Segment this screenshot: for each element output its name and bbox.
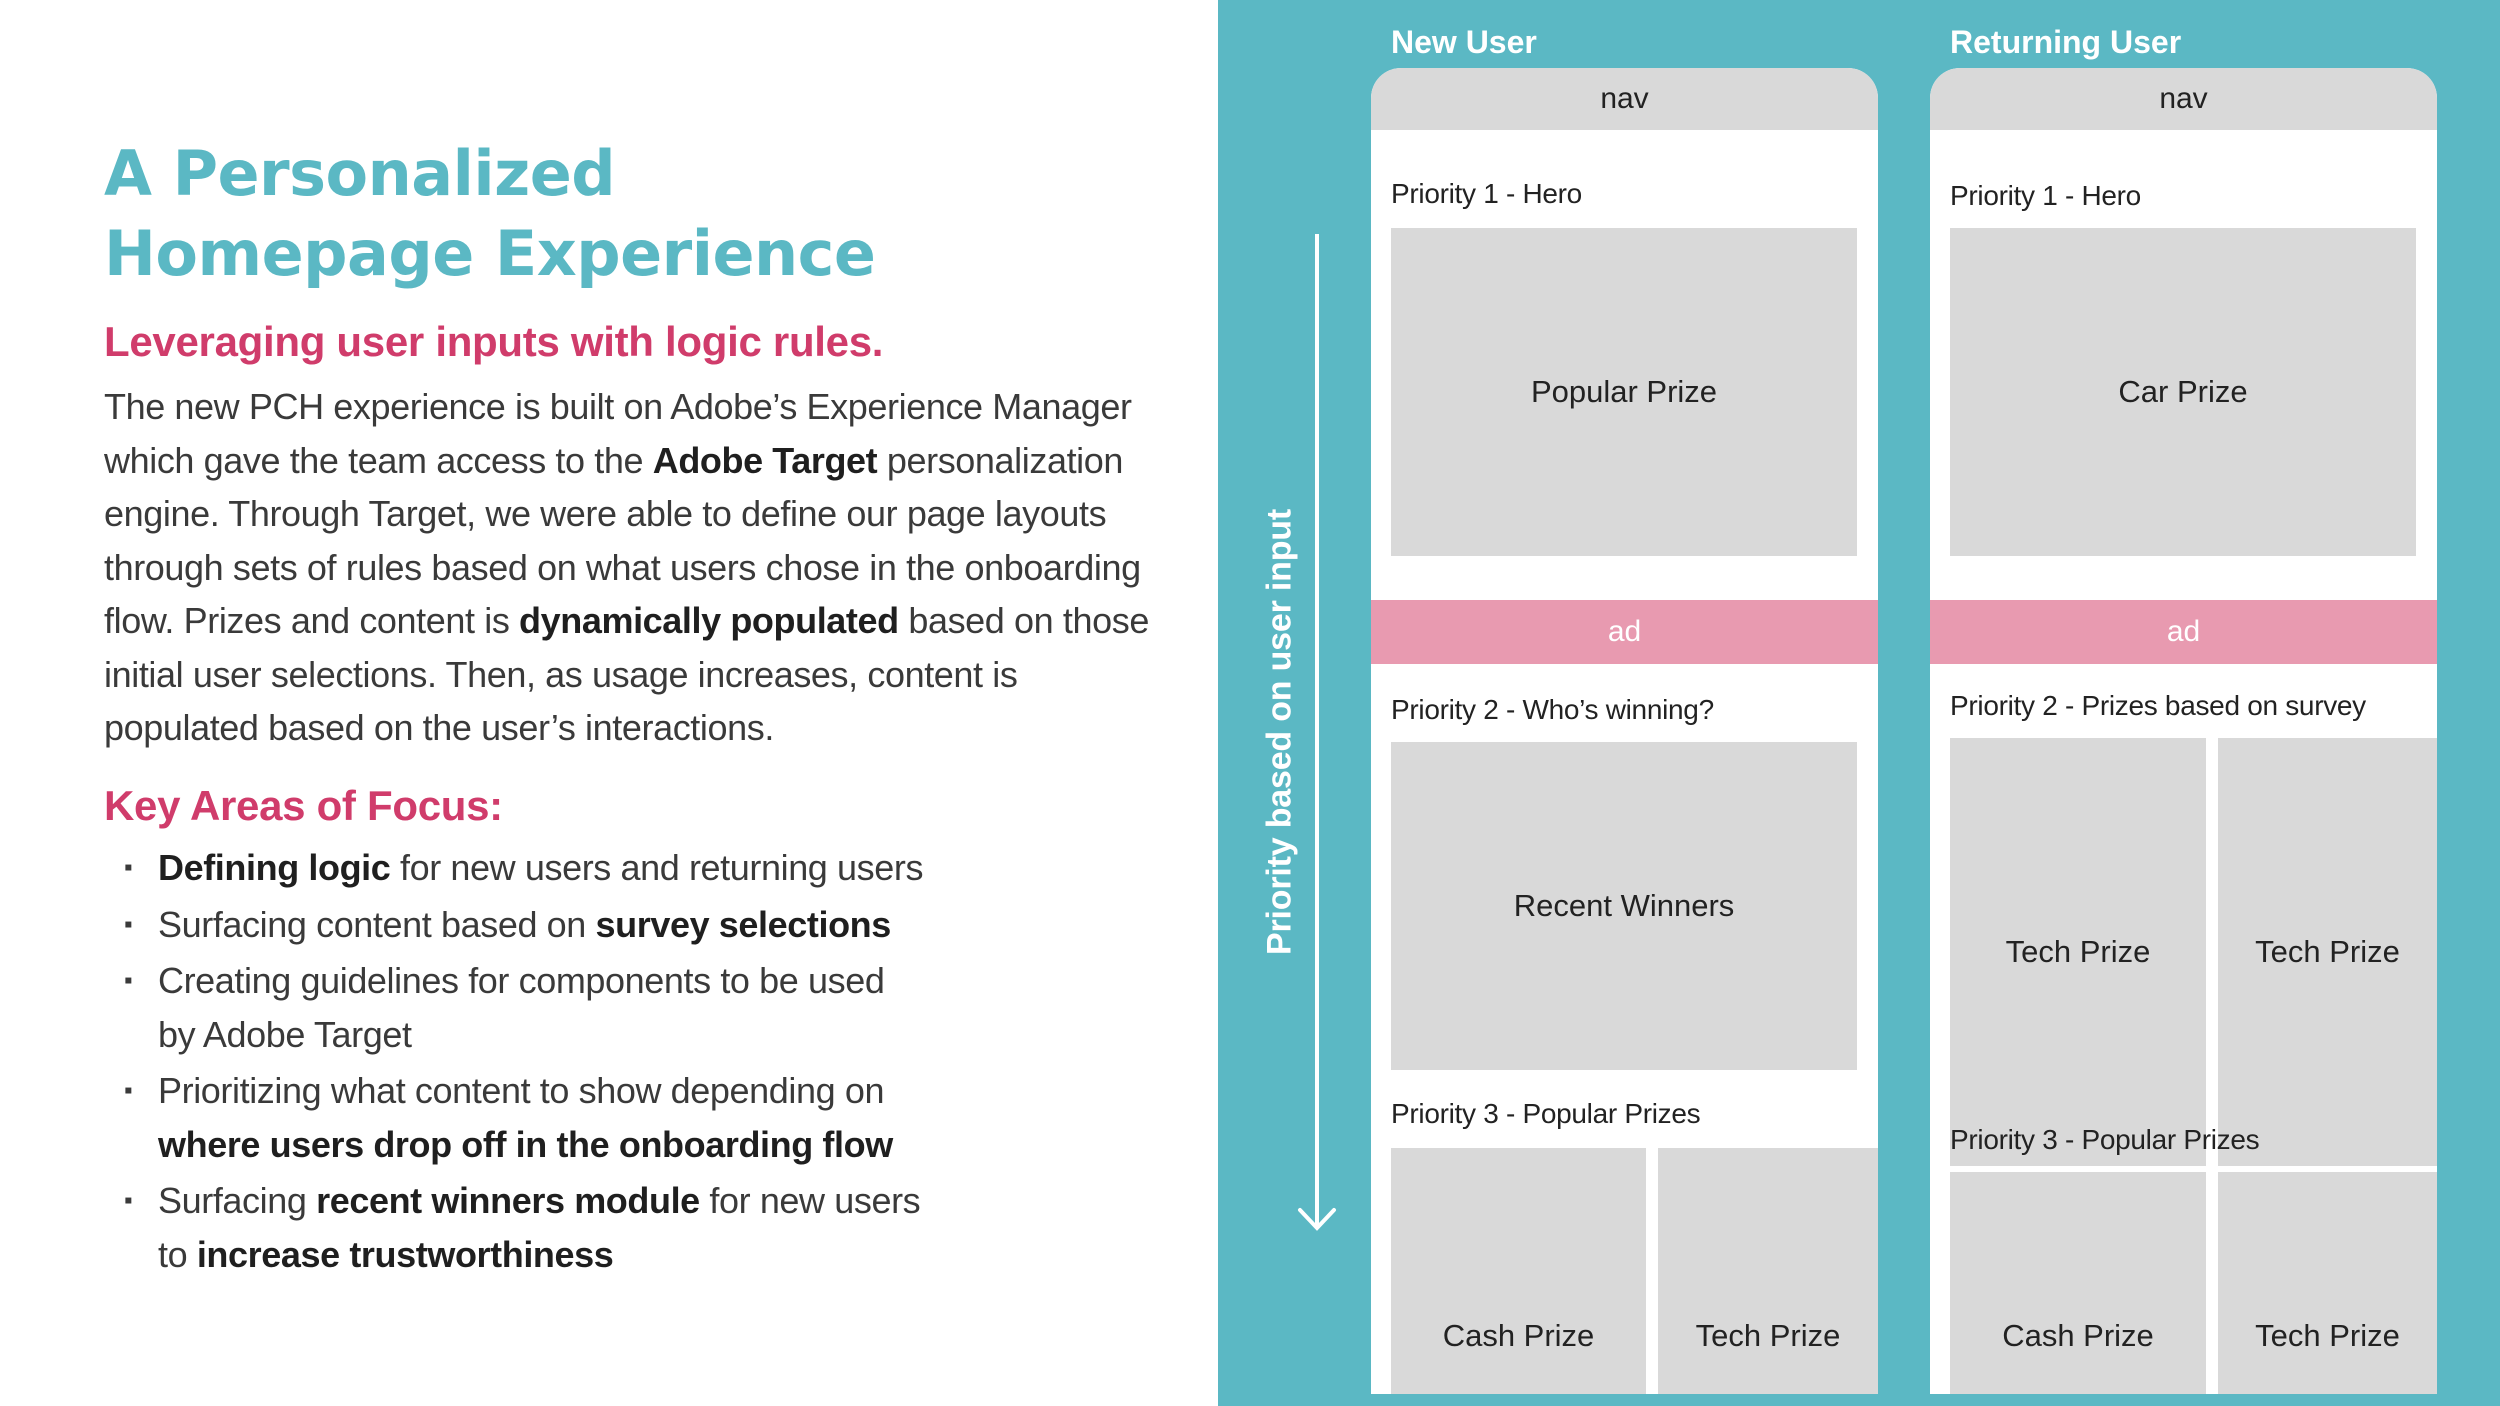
focus-list-item bbox=[104, 954, 923, 1061]
body-paragraph bbox=[104, 380, 1164, 755]
hero-box bbox=[1391, 228, 1857, 556]
nav-bar: nav bbox=[1930, 68, 2437, 130]
tech-prize-label: Tech Prize bbox=[2255, 1318, 2400, 1353]
focus-list-item bbox=[104, 1064, 923, 1171]
focus-list-item bbox=[104, 1174, 923, 1281]
focus-item-bold-text: increase trustworthiness bbox=[196, 1233, 614, 1275]
cash-prize-box bbox=[1950, 1172, 2206, 1394]
hero-box bbox=[1950, 228, 2416, 556]
title-line-1: A Personalized bbox=[104, 137, 616, 210]
focus-item-bold-text: where users drop off in the onboarding flow bbox=[158, 1123, 893, 1165]
cash-prize-label: Cash Prize bbox=[2002, 1318, 2154, 1353]
title-line-2: Homepage Experience bbox=[104, 217, 876, 290]
returning-user-page-mock bbox=[1930, 68, 2437, 1394]
recent-winners-box bbox=[1391, 742, 1857, 1070]
tech-prize-label: Tech Prize bbox=[2005, 934, 2151, 969]
tech-prize-box bbox=[2218, 1172, 2437, 1394]
focus-item-text: Prioritizing what content to show depending on bbox=[158, 1070, 885, 1111]
bullet-icon: ▪ bbox=[124, 967, 133, 994]
nav-bar: nav bbox=[1371, 68, 1878, 130]
priority-1-label: Priority 1 - Hero bbox=[1950, 180, 2141, 211]
body-bold-text: dynamically populated bbox=[519, 600, 899, 641]
tech-prize-label: Tech Prize bbox=[2255, 934, 2400, 969]
body-bold-text: Adobe Target bbox=[652, 439, 878, 481]
bullet-icon: ▪ bbox=[124, 1187, 133, 1214]
focus-item-text: to bbox=[158, 1233, 197, 1275]
focus-item-text: Creating guidelines for components to be used bbox=[158, 960, 885, 1001]
body-text: personalization engine. Through Target, we were able to define our page layouts through sets of rules based on what users chose in the onboarding flow. Prizes and content is bbox=[104, 439, 1141, 641]
new-user-label: New User bbox=[1391, 24, 1537, 60]
priority-2-label: Priority 2 - Prizes based on survey bbox=[1950, 690, 2366, 721]
description-panel bbox=[0, 0, 1218, 1406]
new-user-page-mock bbox=[1371, 68, 1878, 1394]
focus-item-text: for new users bbox=[699, 1180, 921, 1221]
tech-prize-box bbox=[1658, 1148, 1878, 1394]
hero-box-label: Car Prize bbox=[2118, 374, 2248, 409]
priority-3-label: Priority 3 - Popular Prizes bbox=[1950, 1124, 2260, 1155]
focus-list-item bbox=[104, 898, 923, 952]
priority-2-label: Priority 2 - Who’s winning? bbox=[1391, 694, 1714, 725]
returning-user-label: Returning User bbox=[1950, 24, 2182, 60]
recent-winners-label: Recent Winners bbox=[1513, 888, 1735, 923]
focus-item-text: Surfacing content based on bbox=[158, 903, 596, 945]
focus-list-item bbox=[104, 841, 923, 895]
diagram-panel bbox=[1218, 0, 2500, 1406]
bullet-icon: ▪ bbox=[124, 1077, 133, 1104]
body-text: based on those initial user selections. Then, as usage increases, content is populated based on the user’s interactions. bbox=[104, 600, 1149, 748]
focus-item-bold-text: recent winners module bbox=[316, 1180, 700, 1221]
cash-prize-box bbox=[1391, 1148, 1646, 1394]
tech-prize-box bbox=[1950, 738, 2206, 1166]
priority-axis-label: Priority based on user input bbox=[1260, 509, 1299, 955]
focus-item-text: Surfacing bbox=[158, 1180, 317, 1221]
bullet-icon: ▪ bbox=[124, 854, 133, 881]
page-title bbox=[104, 134, 875, 294]
priority-1-label: Priority 1 - Hero bbox=[1391, 178, 1582, 209]
ad-banner: ad bbox=[1930, 600, 2437, 664]
focus-item-text: by Adobe Target bbox=[158, 1013, 412, 1055]
ad-banner: ad bbox=[1371, 600, 1878, 664]
hero-box-label: Popular Prize bbox=[1530, 374, 1718, 409]
bullet-icon: ▪ bbox=[124, 910, 133, 938]
focus-title: Key Areas of Focus: bbox=[104, 782, 503, 829]
focus-item-bold-text: Defining logic bbox=[158, 847, 391, 888]
subtitle: Leveraging user inputs with logic rules. bbox=[104, 318, 884, 365]
tech-prize-box bbox=[2218, 738, 2437, 1166]
cash-prize-label: Cash Prize bbox=[1442, 1318, 1595, 1353]
focus-item-bold-text: survey selections bbox=[595, 903, 891, 945]
body-text: The new PCH experience is built on Adobe’s Experience Manager which gave the team access to the bbox=[104, 386, 1132, 481]
focus-list bbox=[104, 841, 923, 1284]
priority-3-label: Priority 3 - Popular Prizes bbox=[1391, 1098, 1701, 1129]
tech-prize-label: Tech Prize bbox=[1695, 1318, 1841, 1353]
focus-item-text: for new users and returning users bbox=[390, 847, 924, 888]
